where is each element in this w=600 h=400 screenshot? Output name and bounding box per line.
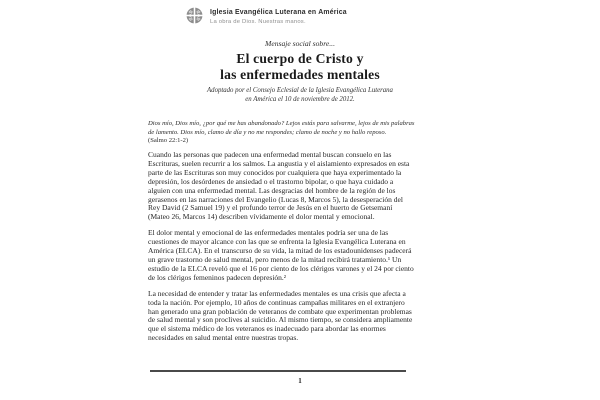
- body-text: [148, 151, 414, 350]
- paragraph-3: La necesidad de entender y tratar las enfermedades mentales es una crisis que afecta a toda la nación. Por ejemplo, 10 años de continuas campañas militares en el extranjero han generado una gran población de veteranos de combate que experimentan problemas de salud mental y son proclives al suicidio. Al mismo tiempo, se considera ampliamente que el sistema médico de los veteranos es inadecuado para abordar las enormes necesidades en salud mental entre nuestras tropas.: [148, 288, 413, 343]
- paragraph-2: El dolor mental y emocional de las enfermedades mentales podría ser una de las cuestiones de mayor alcance con las que se enfrenta la Iglesia Evangélica Luterana en América (ELCA). En el transcurso de su vida, la mitad de los estadounidenses padecerá un grave trastorno de salud mental, pero menos de la mitad recibirá tratamiento.¹ Un estudio de la ELCA reveló que el 16 por ciento de los clérigos varones y el 24 por ciento de los clérigos femeninos padecen depresión.²: [148, 228, 414, 282]
- adoption-line-2: en América el 10 de noviembre de 2012.: [245, 96, 355, 103]
- footnote-divider: [150, 370, 406, 372]
- title-line-1: El cuerpo de Cristo y: [236, 51, 364, 66]
- epigraph-citation: (Salmo 22:1-2): [148, 137, 189, 145]
- epigraph: [148, 120, 416, 146]
- document-title: [162, 51, 438, 82]
- adoption-note: [162, 86, 438, 104]
- org-name: Iglesia Evangélica Luterana en América: [210, 9, 347, 16]
- org-tagline: La obra de Dios. Nuestras manos.: [210, 18, 306, 25]
- title-line-2: las enfermedades mentales: [220, 66, 380, 82]
- page-number: 1: [298, 377, 302, 385]
- adoption-line-1: Adoptado por el Consejo Eclesial de la Iglesia Evangélica Luterana: [207, 87, 393, 94]
- masthead-text: [210, 7, 347, 25]
- paragraph-1: Cuando las personas que padecen una enfermedad mental buscan consuelo en las Escrituras, suelen recurrir a los salmos. La angustia y el aislamiento expresados en esta parte de las Escrituras son muy conocidos por cualquiera que haya experimentado la depresión, los desórdenes de ansiedad o el trastorno bipolar, o que haya cuidado a alguien con una enfermedad mental. Las desgracias del hombre de la región de los gerasenos en las narraciones del Evangelio (Lucas 8, Marcos 5), la desesperación del Rey David (2 Samuel 19) y el profundo terror de Jesús en el huerto de Getsemaní (Mateo 26, Marcos 14) describen vívidamente el dolor mental y emocional.: [148, 150, 410, 222]
- epigraph-quote: Dios mío, Dios mío, ¿por qué me has abandonado? Lejos estás para salvarme, lejos de mis palabras de lamento. Dios mío, clamo de día y no me respondes; clamo de noche y no hallo reposo.: [148, 120, 415, 136]
- elca-cross-emblem-icon: [186, 7, 203, 24]
- masthead: [186, 7, 347, 25]
- heading-block: [162, 39, 438, 104]
- kicker-text: Mensaje social sobre...: [265, 39, 335, 48]
